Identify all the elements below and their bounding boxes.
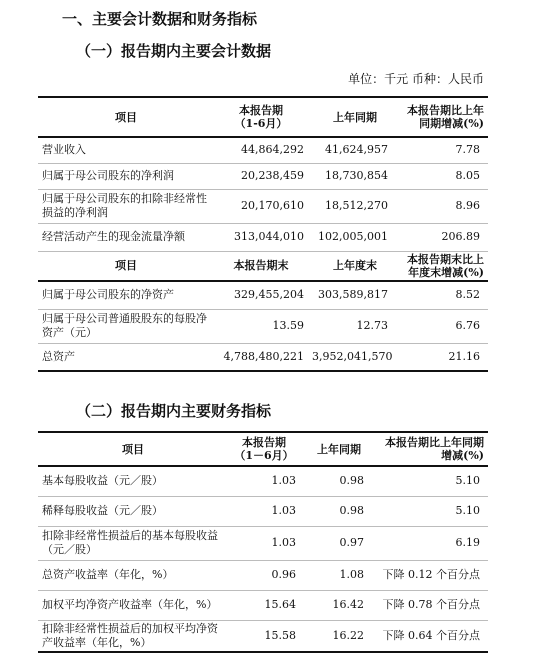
row-current: 15.58	[228, 620, 300, 652]
table-row	[38, 620, 488, 652]
row-item: 归属于母公司股东的扣除非经常性损益的净利润	[38, 189, 214, 223]
header-current: 本报告期 （1-6月）	[214, 97, 308, 137]
row-item: 归属于母公司股东的净利润	[38, 163, 214, 189]
row-current: 313,044,010	[214, 223, 308, 251]
header-item: 项目	[38, 97, 214, 137]
row-current: 13.59	[214, 309, 308, 343]
subheader-item: 项目	[38, 251, 214, 281]
accounting-data-table	[38, 96, 488, 372]
row-item: 扣除非经常性损益后的加权平均净资产收益率（年化，%）	[38, 620, 228, 652]
header-prior: 上年同期	[300, 432, 378, 466]
header-current: 本报告期 （1－6月）	[228, 432, 300, 466]
row-item: 总资产收益率（年化，%）	[38, 560, 228, 590]
row-current: 20,238,459	[214, 163, 308, 189]
table-header-row	[38, 97, 488, 137]
row-change: 下降 0.78 个百分点	[378, 590, 488, 620]
row-current: 20,170,610	[214, 189, 308, 223]
table-row	[38, 281, 488, 309]
row-current: 1.03	[228, 526, 300, 560]
table-row	[38, 163, 488, 189]
header-change: 本报告期比上年 同期增减(%)	[402, 97, 488, 137]
row-prior: 102,005,001	[308, 223, 402, 251]
table-row	[38, 309, 488, 343]
row-current: 0.96	[228, 560, 300, 590]
row-prior: 18,512,270	[308, 189, 402, 223]
row-change: 7.78	[402, 137, 488, 163]
row-change: 5.10	[378, 496, 488, 526]
header-item: 项目	[38, 432, 228, 466]
table-row	[38, 343, 488, 371]
row-prior: 16.22	[300, 620, 378, 652]
table-row	[38, 189, 488, 223]
header-prior: 上年同期	[308, 97, 402, 137]
row-item: 经营活动产生的现金流量净额	[38, 223, 214, 251]
table-row	[38, 526, 488, 560]
row-change: 8.52	[402, 281, 488, 309]
row-prior: 0.98	[300, 466, 378, 496]
subheader-current: 本报告期末	[214, 251, 308, 281]
row-item: 基本每股收益（元／股）	[38, 466, 228, 496]
row-current: 44,864,292	[214, 137, 308, 163]
row-prior: 3,952,041,570	[308, 343, 402, 371]
subheader-change: 本报告期末比上 年度末增减(%)	[402, 251, 488, 281]
unit-currency-note: 单位：千元 币种：人民币	[348, 72, 484, 86]
row-item: 归属于母公司股东的净资产	[38, 281, 214, 309]
table-header-row	[38, 432, 488, 466]
row-current: 15.64	[228, 590, 300, 620]
row-change: 5.10	[378, 466, 488, 496]
section-heading: 一、主要会计数据和财务指标	[62, 10, 258, 28]
row-item: 稀释每股收益（元／股）	[38, 496, 228, 526]
table-row	[38, 466, 488, 496]
row-change: 8.05	[402, 163, 488, 189]
header-change: 本报告期比上年同期 增减(%)	[378, 432, 488, 466]
table-subheader-row	[38, 251, 488, 281]
row-change: 下降 0.64 个百分点	[378, 620, 488, 652]
row-prior: 12.73	[308, 309, 402, 343]
row-prior: 0.98	[300, 496, 378, 526]
financial-indicators-table	[38, 431, 488, 653]
row-item: 扣除非经常性损益后的基本每股收益（元／股）	[38, 526, 228, 560]
table-row	[38, 223, 488, 251]
row-prior: 0.97	[300, 526, 378, 560]
table-row	[38, 496, 488, 526]
subsection-heading-financial-indicators: （二）报告期内主要财务指标	[76, 402, 272, 420]
subheader-prior: 上年度末	[308, 251, 402, 281]
row-prior: 18,730,854	[308, 163, 402, 189]
row-change: 8.96	[402, 189, 488, 223]
row-change: 下降 0.12 个百分点	[378, 560, 488, 590]
row-current: 329,455,204	[214, 281, 308, 309]
row-item: 归属于母公司普通股股东的每股净资产（元）	[38, 309, 214, 343]
table-row	[38, 590, 488, 620]
row-item: 营业收入	[38, 137, 214, 163]
row-change: 6.19	[378, 526, 488, 560]
row-current: 4,788,480,221	[214, 343, 308, 371]
table-row	[38, 560, 488, 590]
row-prior: 1.08	[300, 560, 378, 590]
row-prior: 41,624,957	[308, 137, 402, 163]
row-current: 1.03	[228, 466, 300, 496]
row-prior: 16.42	[300, 590, 378, 620]
row-change: 21.16	[402, 343, 488, 371]
row-item: 加权平均净资产收益率（年化，%）	[38, 590, 228, 620]
table-row	[38, 137, 488, 163]
row-item: 总资产	[38, 343, 214, 371]
row-change: 6.76	[402, 309, 488, 343]
row-prior: 303,589,817	[308, 281, 402, 309]
subsection-heading-accounting-data: （一）报告期内主要会计数据	[76, 42, 272, 60]
row-current: 1.03	[228, 496, 300, 526]
row-change: 206.89	[402, 223, 488, 251]
